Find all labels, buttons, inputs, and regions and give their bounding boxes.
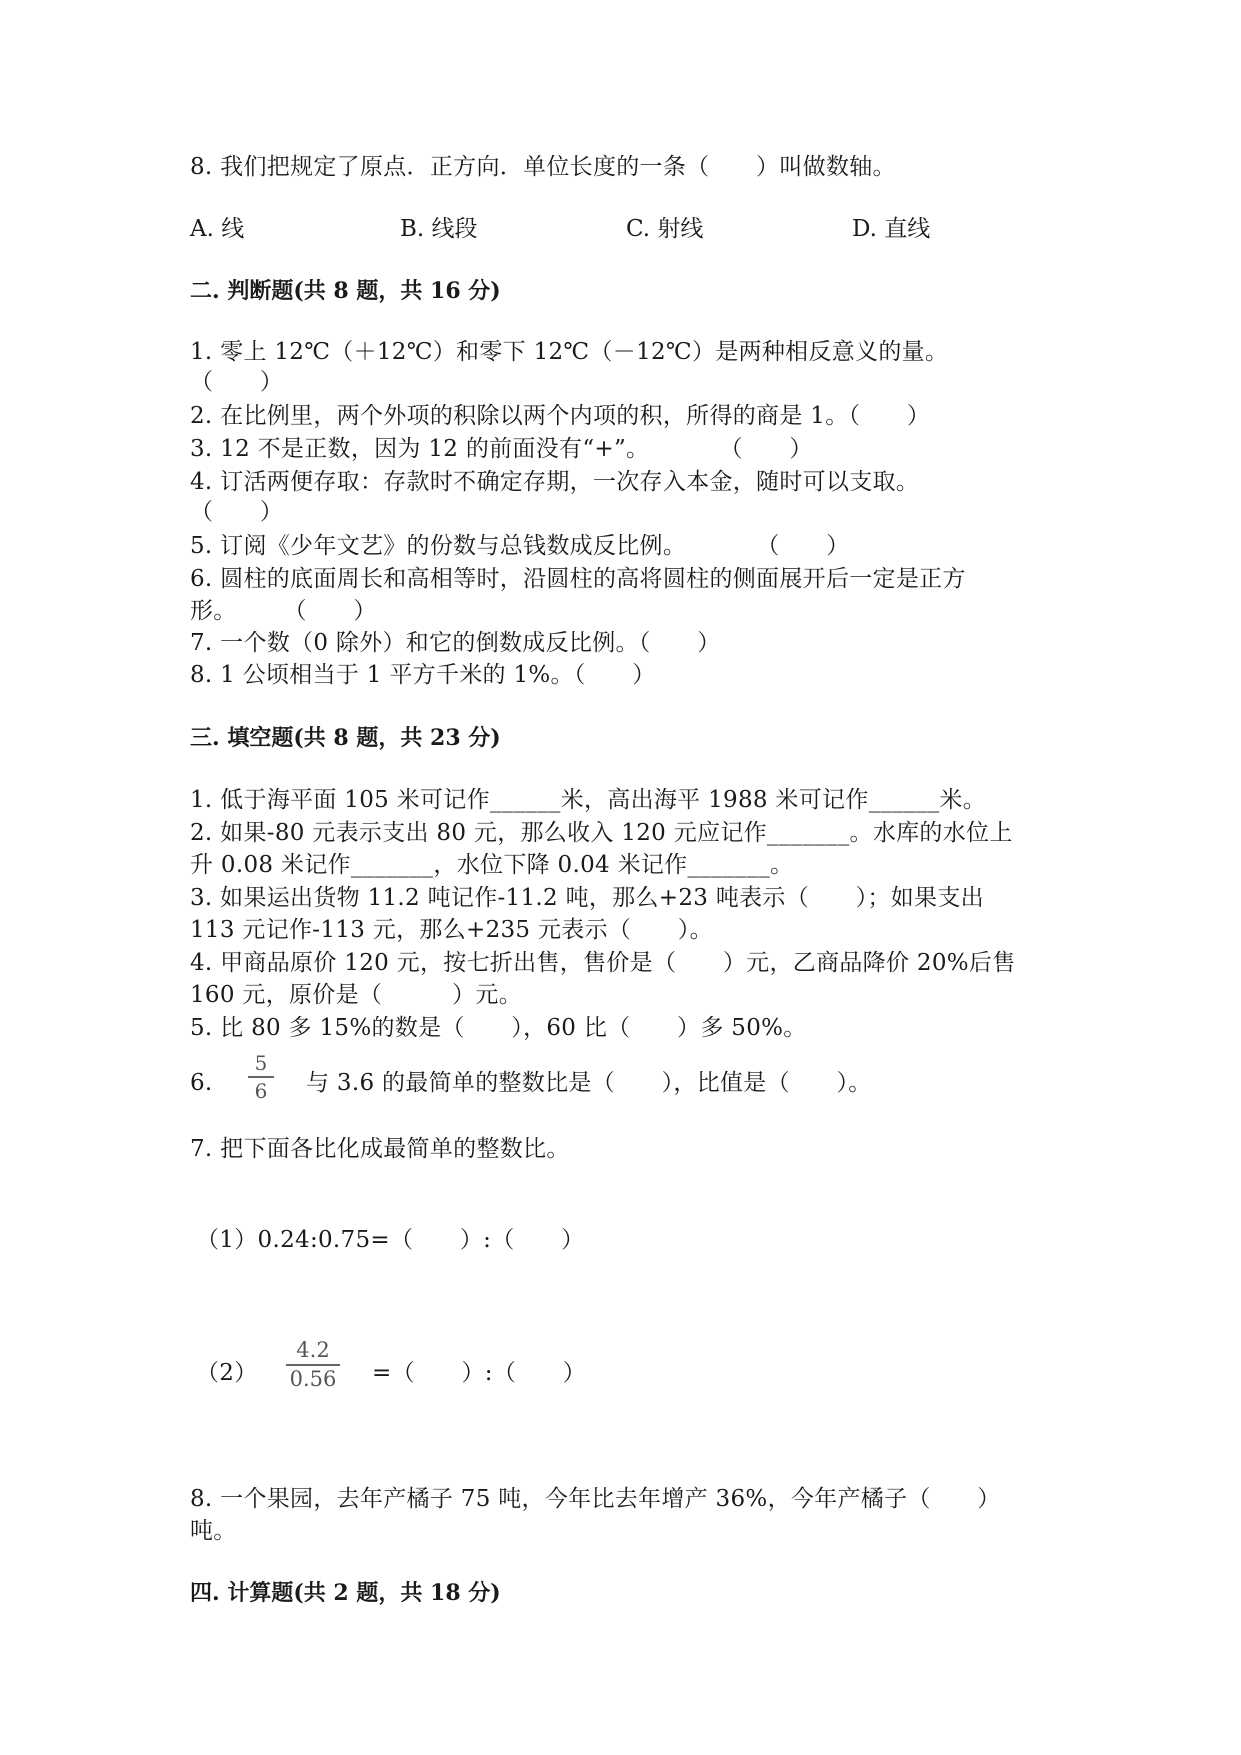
fraction-4.2-0.56 <box>286 1339 340 1391</box>
fill-line: 4. 甲商品原价 120 元，按七折出售，售价是（ ）元，乙商品降价 20%后售 <box>190 950 1016 976</box>
fill-line: 5. 比 80 多 15%的数是（ ），60 比（ ）多 50%。 <box>190 1015 807 1041</box>
judgement-line: （ ） <box>190 499 284 525</box>
judgement-line: 4. 订活两便存取：存款时不确定存期，一次存入本金，随时可以支取。 <box>190 469 920 495</box>
fill-line: 2. 如果-80 元表示支出 80 元，那么收入 120 元应记作_______。水库的水位上 <box>190 820 1013 846</box>
judgement-line: 7. 一个数（0 除外）和它的倒数成反比例。（ ） <box>190 630 721 656</box>
fill-q8-line1: 8. 一个果园，去年产橘子 75 吨，今年比去年增产 36%，今年产橘子（ ） <box>190 1486 1001 1512</box>
fill-line: 3. 如果运出货物 11.2 吨记作-11.2 吨，那么+23 吨表示（ ）；如果支出 <box>190 885 984 911</box>
fraction-bar <box>286 1364 340 1366</box>
fill-q7-2-text: =（ ）:（ ） <box>372 1360 587 1386</box>
option-b: B. 线段 <box>400 216 478 242</box>
option-a: A. 线 <box>190 216 245 242</box>
fraction-numerator: 4.2 <box>296 1338 330 1362</box>
judgement-line: 8. 1 公顷相当于 1 平方千米的 1%。（ ） <box>190 662 656 688</box>
fraction-denominator: 6 <box>254 1078 268 1103</box>
fill-line: 升 0.08 米记作_______，水位下降 0.04 米记作_______。 <box>190 852 794 878</box>
fill-q7-1: （1）0.24:0.75=（ ）:（ ） <box>196 1227 585 1253</box>
fraction-denominator: 0.56 <box>289 1366 337 1391</box>
fill-q8-line2: 吨。 <box>190 1518 237 1544</box>
judgement-line: （ ） <box>190 369 284 395</box>
judgement-line: 2. 在比例里，两个外项的积除以两个内项的积，所得的商是 1。（ ） <box>190 403 931 429</box>
section-title-judgement: 二. 判断题(共 8 题，共 16 分) <box>190 278 501 304</box>
judgement-line: 3. 12 不是正数，因为 12 的前面没有“+”。 （ ） <box>190 436 813 462</box>
fill-line: 1. 低于海平面 105 米可记作______米，高出海平 1988 米可记作______米。 <box>190 787 987 813</box>
option-d: D. 直线 <box>852 216 931 242</box>
fill-line: 113 元记作-113 元，那么+235 元表示（ ）。 <box>190 917 713 943</box>
judgement-line: 形。 （ ） <box>190 598 377 624</box>
fill-q7-2-label: （2） <box>196 1360 258 1386</box>
fraction-bar <box>248 1076 274 1078</box>
section-title-fill: 三. 填空题(共 8 题，共 23 分) <box>190 725 501 751</box>
judgement-line: 6. 圆柱的底面周长和高相等时，沿圆柱的高将圆柱的侧面展开后一定是正方 <box>190 566 966 592</box>
option-c: C. 射线 <box>626 216 704 242</box>
fill-q7: 7. 把下面各比化成最简单的整数比。 <box>190 1136 570 1162</box>
fill-q6-label: 6. <box>190 1070 213 1096</box>
fraction-numerator: 5 <box>254 1051 268 1075</box>
section-title-calc: 四. 计算题(共 2 题，共 18 分) <box>190 1580 501 1606</box>
question-1-8: 8. 我们把规定了原点．正方向．单位长度的一条（ ）叫做数轴。 <box>190 154 896 180</box>
judgement-line: 1. 零上 12℃（＋12℃）和零下 12℃（－12℃）是两种相反意义的量。 <box>190 339 949 365</box>
fill-q6-text: 与 3.6 的最简单的整数比是（ ），比值是（ ）。 <box>306 1070 872 1096</box>
fraction-5-6 <box>248 1052 274 1102</box>
judgement-line: 5. 订阅《少年文艺》的份数与总钱数成反比例。 （ ） <box>190 533 850 559</box>
fill-line: 160 元，原价是（ ）元。 <box>190 982 523 1008</box>
